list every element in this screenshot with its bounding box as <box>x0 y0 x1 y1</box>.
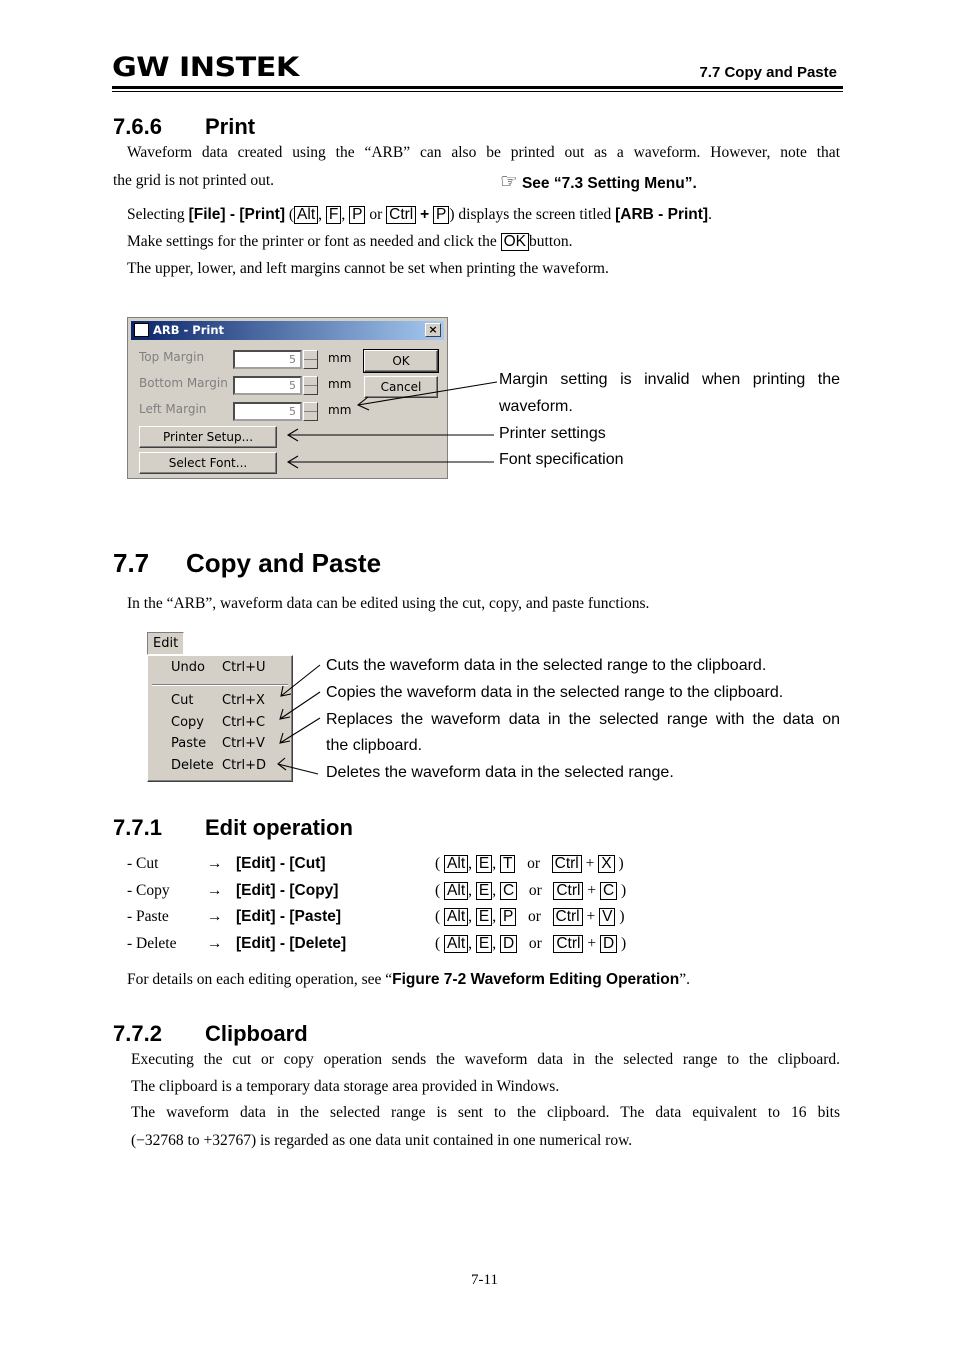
top-margin-field[interactable]: 5 <box>233 350 302 369</box>
op-shortcuts: ( Alt , E , D or Ctrl + D ) <box>435 935 627 952</box>
key-ctrl: Ctrl <box>552 855 582 873</box>
plus-sign: + <box>587 935 597 952</box>
key-alt: Alt <box>294 206 318 224</box>
text-or: or <box>527 855 540 872</box>
running-header-title: 7.7 Copy and Paste <box>699 64 837 81</box>
key-letter: P <box>500 908 516 926</box>
key-p: P <box>349 206 365 224</box>
key-letter: D <box>500 935 517 953</box>
text: Make settings for the printer or font as needed and click the <box>127 233 501 250</box>
cut-note: Cuts the waveform data in the selected range to the clipboard. <box>326 657 767 674</box>
plus-sign: + <box>587 882 597 899</box>
print-instruction-3: The upper, lower, and left margins cannot be set when printing the waveform. <box>127 260 609 277</box>
leader-cut <box>281 665 320 696</box>
font-note: Font specification <box>499 451 624 468</box>
op-name: - Paste <box>127 908 169 925</box>
printer-setup-button[interactable]: Printer Setup... <box>139 426 277 448</box>
print-paragraph-line1: Waveform data created using the “ARB” can also be printed out as a waveform. However, note that <box>127 144 840 161</box>
leader-printer <box>288 429 494 441</box>
menu-item-shortcut: Ctrl+X <box>222 693 265 708</box>
select-font-button[interactable]: Select Font... <box>139 452 277 474</box>
printer-note: Printer settings <box>499 425 606 442</box>
op-command: [Edit] - [Delete] <box>236 935 347 952</box>
heading-title: Edit operation <box>205 815 353 840</box>
clipboard-line3: The waveform data in the selected range is sent to the clipboard. The data equivalent to 16 bits <box>131 1104 840 1121</box>
op-command: [Edit] - [Copy] <box>236 882 339 899</box>
menu-item-label: Delete <box>171 758 214 773</box>
left-margin-unit: mm <box>328 403 352 417</box>
key-letter: T <box>500 855 515 873</box>
paren: ( <box>435 908 441 925</box>
key-f: F <box>326 206 341 224</box>
menu-item-shortcut: Ctrl+V <box>222 736 265 751</box>
see-reference-text: See “7.3 Setting Menu”. <box>521 175 697 192</box>
paren: ) <box>619 908 625 925</box>
text-or: or <box>527 908 541 925</box>
op-command: [Edit] - [Paste] <box>236 908 342 925</box>
paren: ( <box>435 935 441 952</box>
margin-note-line2: waveform. <box>499 398 573 415</box>
text-or: or <box>528 935 542 952</box>
plus-sign: + <box>585 855 595 872</box>
text: For details on each editing operation, see “ <box>127 971 393 988</box>
text: ( <box>285 206 295 223</box>
op-name: - Copy <box>127 882 170 899</box>
plus-sign: + <box>586 908 596 925</box>
heading-number: 7.7 <box>113 548 150 578</box>
heading-title: Print <box>205 114 256 139</box>
dialog-title: ARB - Print <box>153 323 225 337</box>
heading-number: 7.6.6 <box>113 114 162 139</box>
close-icon[interactable]: × <box>425 323 441 337</box>
paren: ) <box>621 935 627 952</box>
key-letter: X <box>598 855 614 873</box>
key-ctrl: Ctrl <box>553 935 583 953</box>
key-ctrl: Ctrl <box>553 882 583 900</box>
left-margin-label: Left Margin <box>139 402 207 416</box>
figure-reference: Figure 7-2 Waveform Editing Operation <box>392 971 680 988</box>
paren: ( <box>435 855 441 872</box>
key-alt: Alt <box>444 855 468 873</box>
text: . <box>708 206 712 223</box>
bottom-margin-label: Bottom Margin <box>139 376 228 390</box>
company-logo: GW INSTEK <box>112 52 299 83</box>
key-alt: Alt <box>444 908 468 926</box>
arrow-icon: → <box>207 882 223 899</box>
key-alt: Alt <box>444 882 468 900</box>
key-alt: Alt <box>444 935 468 953</box>
bottom-margin-unit: mm <box>328 377 352 391</box>
menu-path: [File] - [Print] <box>188 206 285 223</box>
heading-title: Copy and Paste <box>186 548 382 578</box>
text-or: or <box>369 206 383 223</box>
leader-font <box>288 456 494 468</box>
op-name: - Cut <box>127 855 159 872</box>
heading-7-7-1 <box>113 815 353 841</box>
screen-name: [ARB - Print] <box>615 206 709 223</box>
key-e: E <box>476 855 492 873</box>
menu-item-shortcut: Ctrl+C <box>222 715 266 730</box>
heading-number: 7.7.1 <box>113 815 162 840</box>
key-ok: OK <box>501 233 529 251</box>
margin-note-line1: Margin setting is invalid when printing the <box>499 371 840 388</box>
paren: ( <box>435 882 441 899</box>
leader-paste <box>280 718 320 743</box>
copy-note: Copies the waveform data in the selected range to the clipboard. <box>326 684 784 701</box>
print-paragraph-line2: the grid is not printed out. <box>113 172 275 189</box>
page-number: 7-11 <box>471 1272 498 1288</box>
menu-item-shortcut: Ctrl+D <box>222 758 267 773</box>
bottom-margin-field[interactable]: 5 <box>233 376 302 395</box>
clipboard-line1: Executing the cut or copy operation sends the waveform data in the selected range to the clipboard. <box>131 1051 840 1068</box>
top-margin-unit: mm <box>328 351 352 365</box>
menu-item-label: Undo <box>171 660 205 675</box>
leader-delete <box>278 758 318 774</box>
plus-sign: + <box>420 206 430 223</box>
key-letter: D <box>600 935 617 953</box>
text: Selecting <box>127 206 189 223</box>
op-shortcuts: ( Alt , E , T or Ctrl + X ) <box>435 855 624 872</box>
paste-note-line1: Replaces the waveform data in the selected range with the data on <box>326 711 840 728</box>
text: ) displays the screen titled <box>449 206 616 223</box>
paren: ) <box>618 855 624 872</box>
edit-details-ref <box>127 971 690 989</box>
top-margin-label: Top Margin <box>139 350 205 364</box>
leader-margin <box>358 382 497 410</box>
heading-number: 7.7.2 <box>113 1021 162 1046</box>
heading-title: Clipboard <box>205 1021 308 1046</box>
key-letter: C <box>600 882 617 900</box>
copy-paste-intro: In the “ARB”, waveform data can be edited using the cut, copy, and paste functions. <box>127 595 650 612</box>
ok-button[interactable]: OK <box>364 350 438 372</box>
text-or: or <box>528 882 542 899</box>
text: ”. <box>679 971 690 988</box>
menu-item-label: Cut <box>171 693 194 708</box>
cancel-button[interactable]: Cancel <box>364 376 438 398</box>
menu-item-shortcut: Ctrl+U <box>222 660 266 675</box>
key-ctrl: Ctrl <box>386 206 416 224</box>
clipboard-line2: The clipboard is a temporary data storage area provided in Windows. <box>131 1078 560 1095</box>
key-ctrl: Ctrl <box>553 908 583 926</box>
arrow-icon: → <box>207 935 223 952</box>
key-e: E <box>476 935 492 953</box>
left-margin-field[interactable]: 5 <box>233 402 302 421</box>
op-shortcuts: ( Alt , E , P or Ctrl + V ) <box>435 908 625 925</box>
edit-menu-title[interactable]: Edit <box>147 632 184 655</box>
key-letter: C <box>500 882 517 900</box>
key-letter: V <box>599 908 615 926</box>
key-p: P <box>433 206 449 224</box>
paste-note-line2: the clipboard. <box>326 737 423 754</box>
key-e: E <box>476 908 492 926</box>
leader-copy <box>280 692 320 719</box>
text: button. <box>529 233 573 250</box>
op-shortcuts: ( Alt , E , C or Ctrl + C ) <box>435 882 627 899</box>
arrow-icon: → <box>207 855 223 872</box>
key-e: E <box>476 882 492 900</box>
print-instruction: Selecting [File] - [Print] ( Alt , F , P or Ctrl + P ) displays the screen titled [ARB - Print]. <box>127 206 712 223</box>
op-command: [Edit] - [Cut] <box>236 855 326 872</box>
menu-item-label: Paste <box>171 736 207 751</box>
delete-note: Deletes the waveform data in the selected range. <box>326 764 674 781</box>
paren: ) <box>621 882 627 899</box>
clipboard-line4: (−32768 to +32767) is regarded as one data unit contained in one numerical row. <box>131 1132 633 1149</box>
heading-7-7-2 <box>113 1021 308 1047</box>
pointing-hand-icon: ☞ <box>500 169 518 193</box>
arrow-icon: → <box>207 908 223 925</box>
op-name: - Delete <box>127 935 177 952</box>
menu-item-label: Copy <box>171 715 204 730</box>
